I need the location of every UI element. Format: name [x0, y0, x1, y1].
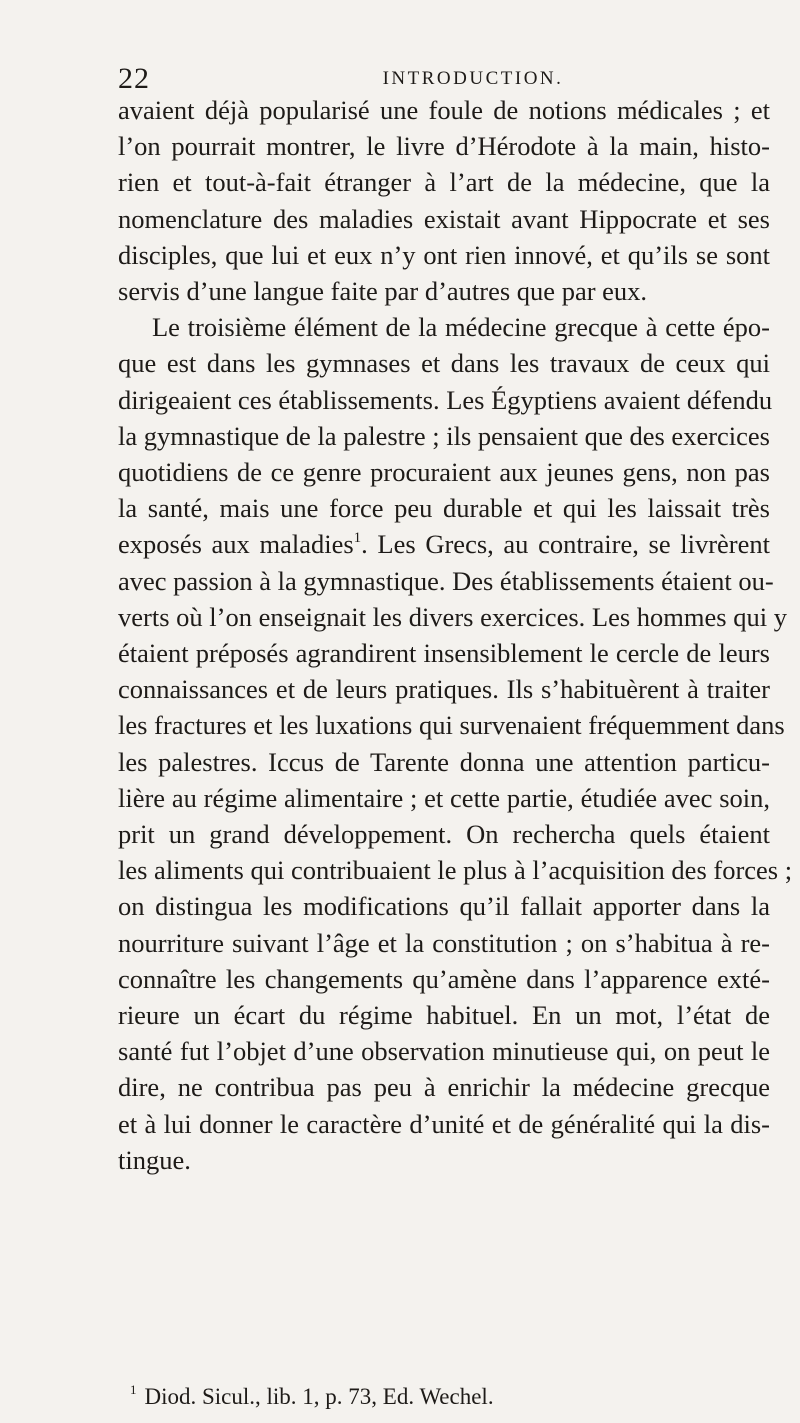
text-line: la santé, mais une force peu durable et qui les laissait très — [118, 493, 770, 524]
text-line: la gymnastique de la palestre ; ils pensaient que des exercices — [118, 420, 770, 451]
footnote-text: Diod. Sicul., lib. 1, p. 73, Ed. Wechel. — [144, 1384, 494, 1409]
text-line: servis d’une langue faite par d’autres que par eux. — [118, 276, 648, 307]
page-header — [118, 62, 768, 96]
text-fragment: exposés aux maladies — [118, 529, 354, 560]
text-line: rien et tout-à-fait étranger à l’art de la médecine, que la — [118, 167, 770, 198]
text-line: les aliments qui contribuaient le plus à l’acquisition des forces ; — [118, 855, 793, 886]
text-line: avaient déjà popularisé une foule de notions médicales ; et — [118, 95, 770, 125]
text-line: nomenclature des maladies existait avant Hippocrate et ses — [118, 203, 770, 234]
text-line: dire, ne contribua pas peu à enrichir la médecine grecque — [118, 1072, 770, 1103]
text-line: nourriture suivant l’âge et la constitution ; on s’habitua à re- — [118, 927, 770, 958]
footnote-mark: 1 — [130, 1382, 137, 1397]
text-line: connaissances et de leurs pratiques. Ils s’habituèrent à traiter — [118, 674, 770, 705]
text-line: rieure un écart du régime habituel. En un mot, l’état de — [118, 1000, 770, 1031]
text-line: dirigeaient ces établissements. Les Égyptiens avaient défendu — [118, 384, 773, 415]
text-line — [118, 526, 770, 562]
footnote — [130, 1382, 770, 1410]
text-line: quotidiens de ce genre procuraient aux jeunes gens, non pas — [118, 457, 770, 488]
text-line: disciples, que lui et eux n’y ont rien innové, et qu’ils se sont — [118, 239, 770, 270]
text-line: connaître les changements qu’amène dans l’apparence exté- — [118, 963, 770, 994]
text-line: lière au régime alimentaire ; et cette partie, étudiée avec soin, — [118, 782, 770, 813]
text-line: l’on pourrait montrer, le livre d’Hérodote à la main, histo- — [118, 131, 770, 162]
text-line: verts où l’on enseignait les divers exercices. Les hommes qui y — [118, 601, 787, 632]
text-line: que est dans les gymnases et dans les travaux de ceux qui — [118, 348, 770, 379]
text-line: les fractures et les luxations qui survenaient fréquemment dans — [118, 710, 785, 741]
text-line: étaient préposés agrandirent insensiblement le cercle de leurs — [118, 638, 770, 669]
text-fragment: . Les Grecs, au contraire, se livrèrent — [361, 529, 770, 560]
body-text — [118, 92, 793, 1178]
text-line: avec passion à la gymnastique. Des établissements étaient ou- — [118, 565, 774, 596]
text-line: santé fut l’objet d’une observation minutieuse qui, on peut le — [118, 1036, 770, 1067]
text-line: les palestres. Iccus de Tarente donna une attention particu- — [118, 746, 770, 777]
text-line: et à lui donner le caractère d’unité et de généralité qui la dis- — [118, 1108, 770, 1139]
footnote-reference: 1 — [353, 530, 362, 547]
text-line: on distingua les modifications qu’il fallait apporter dans la — [118, 891, 770, 922]
running-head: INTRODUCTION. — [382, 68, 564, 89]
text-line: tingue. — [118, 1144, 191, 1175]
page-number: 22 — [118, 62, 150, 95]
text-line: prit un grand développement. On rechercha quels étaient — [118, 819, 770, 850]
text-line: Le troisième élément de la médecine grecque à cette épo- — [152, 312, 770, 343]
